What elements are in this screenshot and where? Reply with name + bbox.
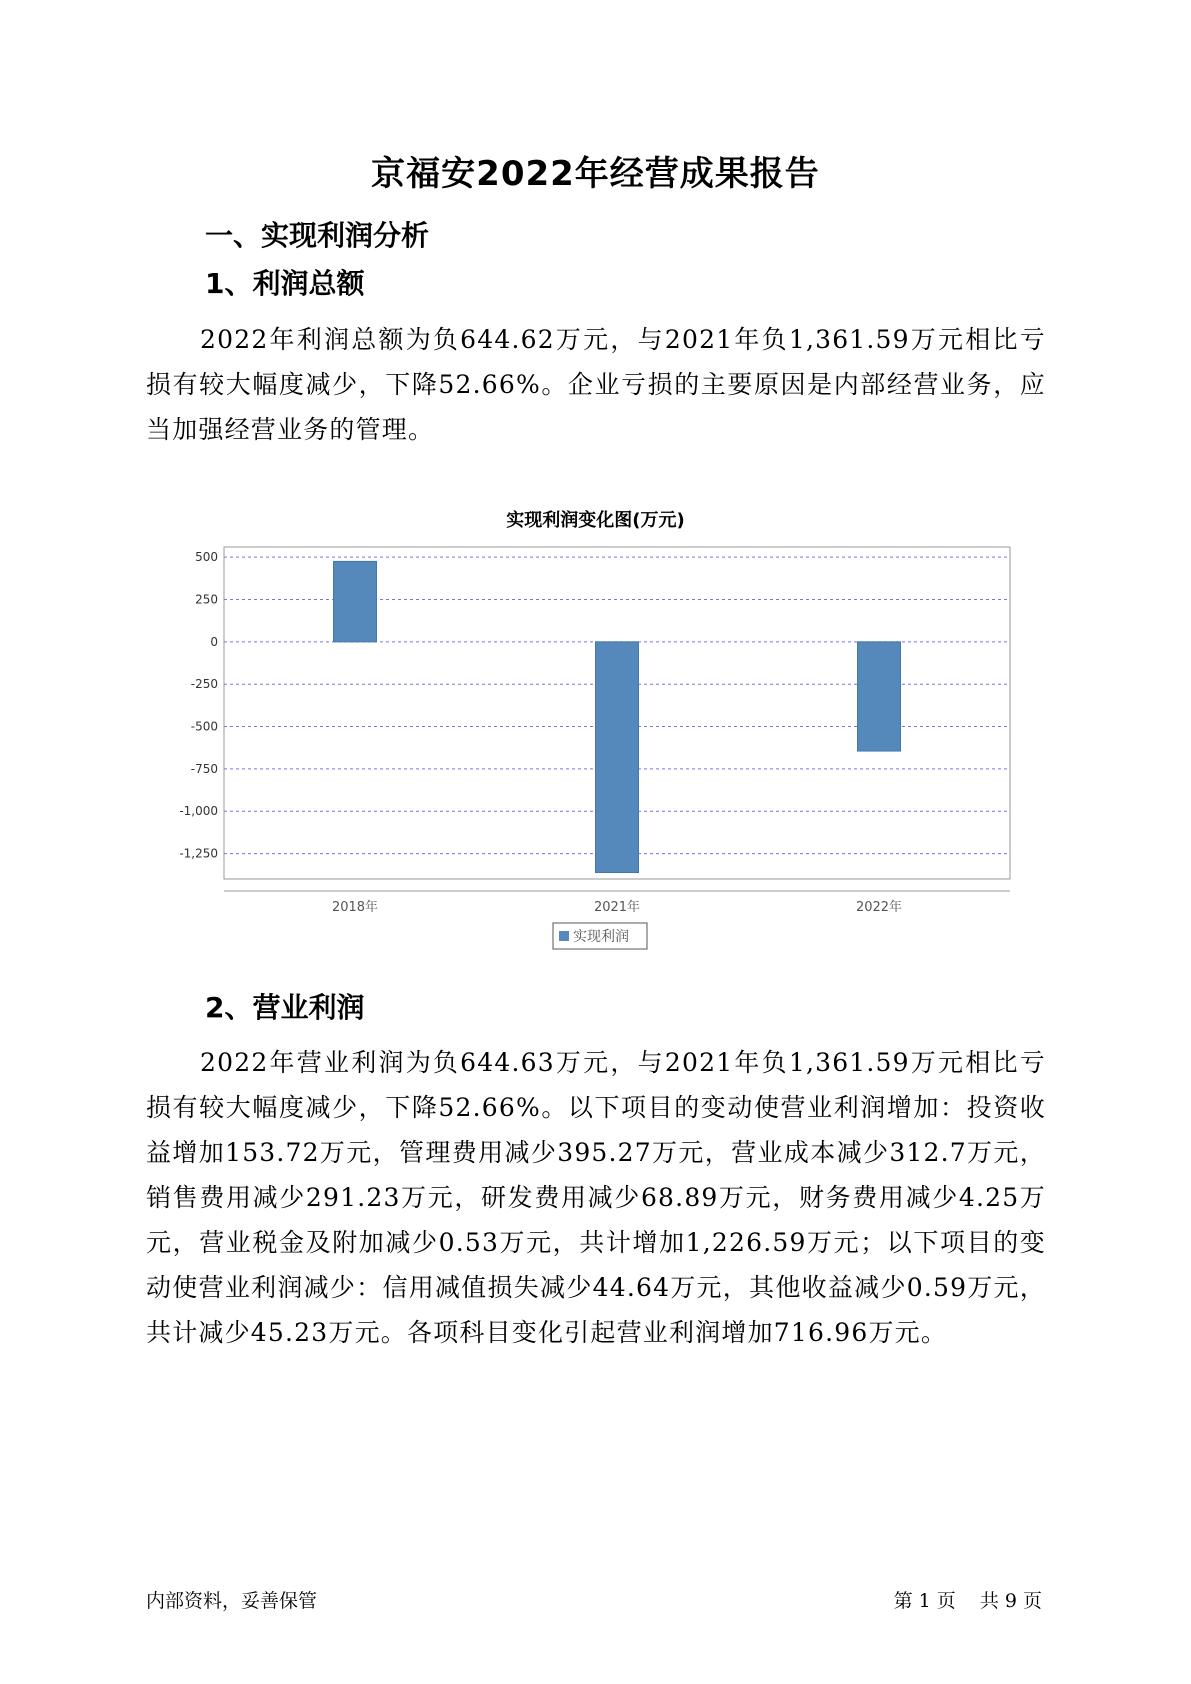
bar <box>858 642 901 751</box>
footer-page-info <box>891 1586 1045 1613</box>
footer-confidential-note: 内部资料，妥善保管 <box>146 1590 318 1612</box>
x-tick-label: 2022年 <box>855 900 903 915</box>
y-tick-label: 250 <box>195 592 218 607</box>
y-tick-label: -1,000 <box>179 804 218 819</box>
chart-title: 实现利润变化图(万元) <box>506 510 685 531</box>
y-tick-label: -750 <box>190 761 218 776</box>
paragraph-profit-total: 2022年利润总额为负644.62万元，与2021年负1,361.59万元相比亏损有较大幅度减少，下降52.66%。企业亏损的主要原因是内部经营业务，应当加强经营业务的管理。 <box>146 325 1046 444</box>
profit-bar-chart <box>150 530 1030 960</box>
bar <box>596 642 639 873</box>
legend-swatch <box>559 931 569 941</box>
page-unit: 页 <box>936 1590 956 1612</box>
total-unit: 页 <box>1022 1590 1042 1612</box>
document-title: 京福安2022年经营成果报告 <box>371 154 820 194</box>
y-tick-label: -250 <box>190 677 218 692</box>
section-heading: 一、实现利润分析 <box>205 219 430 252</box>
legend-label: 实现利润 <box>573 929 629 945</box>
subsection-heading-profit-total: 1、利润总额 <box>205 267 365 300</box>
y-tick-label: 500 <box>195 550 218 565</box>
page-prefix: 第 <box>893 1590 913 1612</box>
y-tick-label: 0 <box>210 634 218 649</box>
y-tick-label: -1,250 <box>179 846 218 861</box>
bar <box>334 561 377 641</box>
total-pages: 9 <box>1004 1590 1017 1612</box>
paragraph-operating-profit: 2022年营业利润为负644.63万元，与2021年负1,361.59万元相比亏损有较大幅度减少，下降52.66%。以下项目的变动使营业利润增加：投资收益增加153.72万元，管理费用减少395.27万元，营业成本减少312.7万元，销售费用减少291.23万元，研发费用减少68.89万元，财务费用减少4.25万元，营业税金及附加减少0.53万元，共计增加1,226.59万元；以下项目的变动使营业利润减少：信用减值损失减少44.64万元，其他收益减少0.59万元，共计减少45.23万元。各项科目变化引起营业利润增加716.96万元。 <box>146 1048 1046 1347</box>
x-tick-label: 2018年 <box>331 900 379 915</box>
subsection-heading-operating-profit: 2、营业利润 <box>205 991 365 1024</box>
x-tick-label: 2021年 <box>593 900 641 915</box>
total-prefix: 共 <box>979 1590 999 1612</box>
page-number: 1 <box>918 1590 931 1612</box>
y-tick-label: -500 <box>190 719 218 734</box>
